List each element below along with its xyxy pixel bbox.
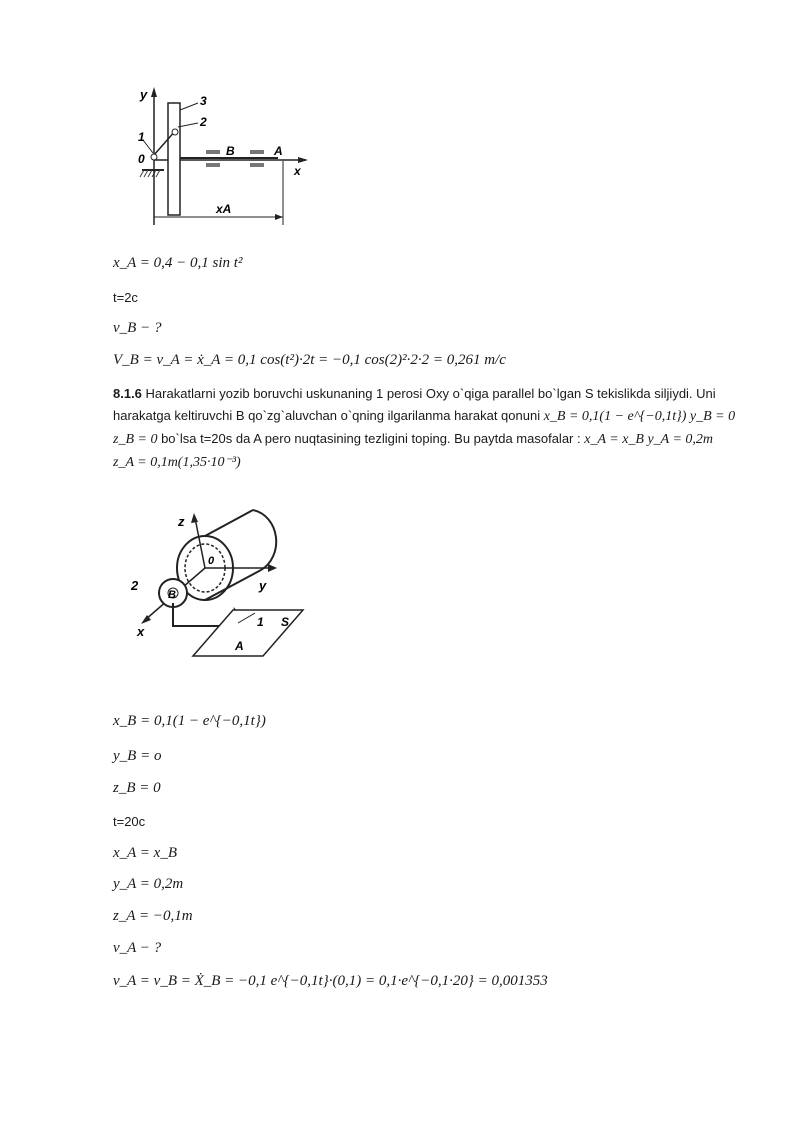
fig1-label-1: 1 (138, 130, 145, 144)
fig1-label-2: 2 (200, 115, 207, 129)
solution-xa: x_A = x_B (113, 845, 177, 861)
fig2-label-s: S (281, 615, 290, 629)
solution-va-question: v_A − ? (113, 940, 162, 956)
problem-line-3-math-end: x_A = x_B y_A = 0,2m (584, 432, 714, 447)
fig2-label-b: B (168, 589, 176, 601)
problem-8-1-6 (113, 383, 753, 474)
fig1-label-xa: xA (216, 202, 232, 216)
solution-ya: y_A = 0,2m (113, 876, 184, 892)
fig1-label-3: 3 (200, 94, 207, 108)
fig2-label-2: 2 (131, 578, 139, 593)
problem-number: 8.1.6 (113, 386, 142, 401)
solution-time: t=20c (113, 814, 146, 829)
fig1-label-b: B (226, 144, 235, 158)
fig2-label-0: 0 (208, 555, 215, 567)
problem-line-3-math-start: z_B = 0 (113, 432, 158, 447)
recording-device-figure-2 (123, 498, 308, 663)
formula-xa-prev: x_A = 0,4 − 0,1 sin t² (113, 255, 243, 271)
time-value-prev: t=2c (113, 290, 138, 305)
fig2-label-z: z (178, 514, 185, 529)
solution-va-formula: v_A = v_B = Ẋ_B = −0,1 e^{−0,1t}·(0,1) = 0,1·e^{−0,1·20} = 0,001353 (113, 973, 548, 989)
solution-za: z_A = −0,1m (113, 908, 193, 924)
formula-vb: V_B = v_A = ẋ_A = 0,1 cos(t²)·2t = −0,1 cos(2)²·2·2 = 0,261 m/c (113, 352, 506, 368)
problem-line-4-math: z_A = 0,1m(1,35·10⁻³) (113, 455, 241, 470)
fig2-label-x: x (137, 624, 145, 639)
fig2-label-1: 1 (257, 615, 264, 629)
solution-zb: z_B = 0 (113, 780, 161, 796)
fig2-label-y: y (259, 578, 267, 593)
solution-yb: y_B = o (113, 748, 162, 764)
fig1-label-y: y (140, 87, 148, 102)
fig2-label-a: A (235, 639, 244, 653)
problem-line-2-math: x_B = 0,1(1 − e^{−0,1t}) y_B = 0 (543, 409, 736, 424)
solution-xb: x_B = 0,1(1 − e^{−0,1t}) (113, 713, 266, 729)
fig1-label-0: 0 (138, 152, 145, 166)
mechanism-figure-1 (128, 85, 318, 235)
fig1-label-a: A (274, 144, 283, 158)
problem-line-1: Harakatlarni yozib boruvchi uskunaning 1 perosi Oxy o`qiga parallel bo`lgan S tekislikda siljiydi. Uni (145, 386, 716, 401)
problem-line-2-text: harakatga keltiruvchi B qo`zg`aluvchan o`qning ilgarilanma harakat qonuni (113, 408, 541, 423)
fig1-label-x: x (294, 164, 301, 178)
question-vb: v_B − ? (113, 320, 162, 336)
problem-line-3-text: bo`lsa t=20s da A pero nuqtasining tezligini toping. Bu paytda masofalar : (161, 431, 581, 446)
